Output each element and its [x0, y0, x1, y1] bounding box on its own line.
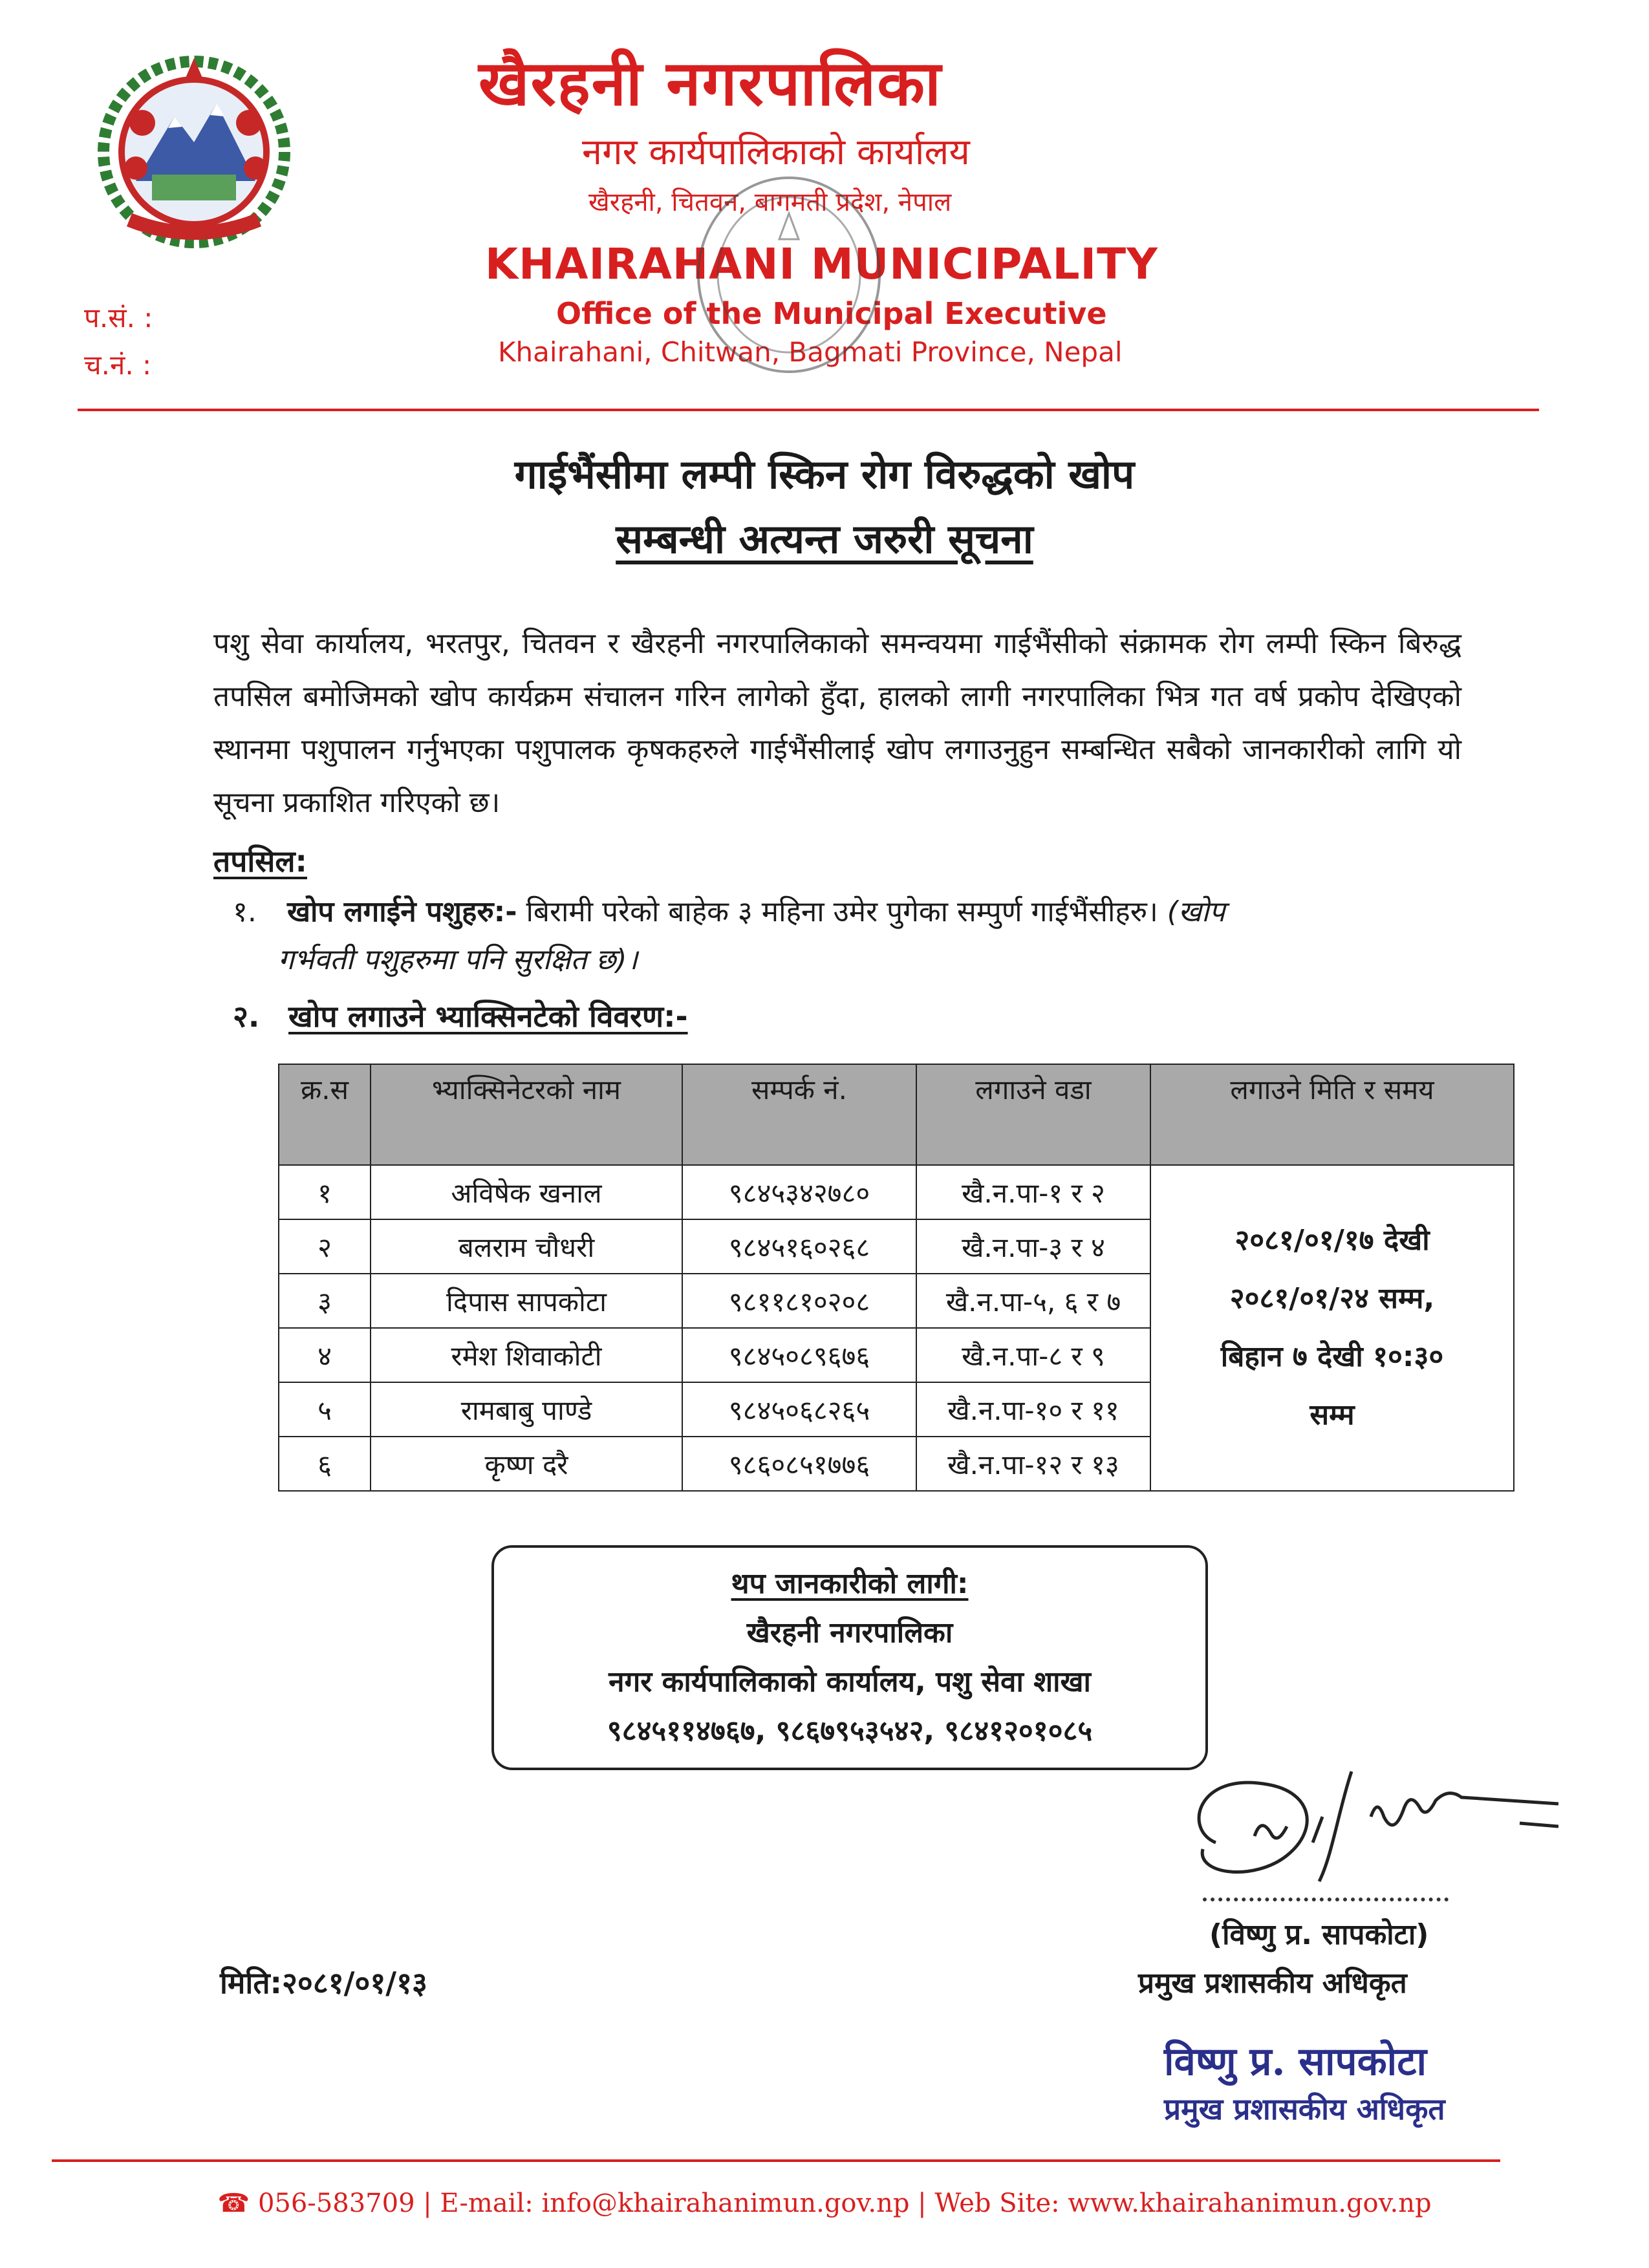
cell-serial: ३ [279, 1274, 371, 1328]
col-contact: सम्पर्क नं. [682, 1064, 916, 1165]
municipality-name-en: KHAIRAHANI MUNICIPALITY [485, 239, 1158, 289]
cell-ward: खै.न.पा-१२ र १३ [916, 1437, 1150, 1491]
cell-contact: ९८४५०८९६७६ [682, 1328, 916, 1382]
cell-serial: २ [279, 1219, 371, 1274]
info-office: नगर कार्यपालिकाको कार्यालय, पशु सेवा शाखा [609, 1665, 1091, 1698]
cell-ward: खै.न.पा-१ र २ [916, 1165, 1150, 1219]
date-line4: सम्म [1310, 1398, 1355, 1431]
item2-number: २. [233, 999, 260, 1034]
date-line2: २०८१/०१/२४ सम्म, [1229, 1282, 1435, 1315]
item1-note-end: गर्भवती पशुहरुमा पनि सुरक्षित छ)। [278, 943, 638, 976]
notice-title-line1: गाईभैंसीमा लम्पी स्किन रोग विरुद्धको खोप [514, 451, 1135, 498]
cell-name: कृष्ण दरै [371, 1437, 682, 1491]
col-date-time: लगाउने मिति र समय [1150, 1064, 1514, 1165]
cell-name: रमेश शिवाकोटी [371, 1328, 682, 1382]
table-row [279, 1165, 1514, 1219]
details-heading: तपसिल: [213, 844, 307, 879]
col-ward: लगाउने वडा [916, 1064, 1150, 1165]
office-name-en: Office of the Municipal Executive [556, 296, 1107, 331]
date-line3: बिहान ७ देखी १०:३० [1220, 1340, 1444, 1373]
list-item-animals [233, 886, 1474, 939]
notice-date: मिति:२०८१/०१/१३ [220, 1965, 427, 2000]
vaccinator-table [278, 1064, 1514, 1492]
cell-contact: ९८६०८५१७७६ [682, 1437, 916, 1491]
col-vaccinator-name: भ्याक्सिनेटरको नाम [371, 1064, 682, 1165]
info-phones: ९८४५११४७६७, ९८६७९५३५४२, ९८४१२०१०८५ [607, 1715, 1093, 1748]
cell-contact: ९८४५३४२७८० [682, 1165, 916, 1219]
info-municipality: खैरहनी नगरपालिका [746, 1616, 953, 1649]
cell-date-time [1150, 1165, 1514, 1491]
item1-number: १. [233, 895, 257, 928]
cell-ward: खै.न.पा-८ र ९ [916, 1328, 1150, 1382]
dispatch-number-label: च.नं. : [84, 349, 152, 381]
cell-serial: ६ [279, 1437, 371, 1491]
signature-line [1203, 1898, 1449, 1901]
title-stamp: प्रमुख प्रशासकीय अधिकृत [1164, 2091, 1445, 2126]
cell-serial: ५ [279, 1382, 371, 1437]
item1-label: खोप लगाईने पशुहरु:- [287, 895, 517, 928]
table-header-row [279, 1064, 1514, 1165]
nepal-emblem-icon [91, 45, 297, 252]
notice-body-paragraph: पशु सेवा कार्यालय, भरतपुर, चितवन र खैरहनी नगरपालिकाको समन्वयमा गाईभैंसीको संक्रामक रोग लम्पी स्किन बिरुद्ध तपसिल बमोजिमको खोप कार्यक्रम संचालन गरिन लागेको हुँदा, हालको लागी नगरपालिका भित्र गत वर्ष प्रकोप देखिएको स्थानमा पशुपालन गर्नुभएका पशुपालक कृषकहरुले गाईभैंसीलाई खोप लगाउनुहुन सम्बन्धित सबैको जानकारीको लागि यो सूचना प्रकाशित गरिएको छ। [213, 627, 1461, 819]
address-np: खैरहनी, चितवन, बागमती प्रदेश, नेपाल [588, 187, 952, 217]
reference-number-label: प.सं. : [84, 302, 153, 334]
contact-info-box [491, 1545, 1208, 1770]
info-heading: थप जानकारीको लागी: [731, 1567, 969, 1600]
cell-name: रामबाबु पाण्डे [371, 1382, 682, 1437]
cell-ward: खै.न.पा-१० र ११ [916, 1382, 1150, 1437]
footer-contact: ☎ 056-583709 | E-mail: info@khairahanimun.gov.np | Web Site: www.khairahanimun.gov.np [217, 2188, 1432, 2218]
cell-contact: ९८४५१६०२६८ [682, 1219, 916, 1274]
signatory-name: (विष्णु प्र. सापकोटा) [1209, 1918, 1429, 1951]
notice-title-line2-wrap [0, 511, 1649, 565]
cell-name: बलराम चौधरी [371, 1219, 682, 1274]
cell-serial: १ [279, 1165, 371, 1219]
footer-divider [52, 2159, 1500, 2162]
address-en: Khairahani, Chitwan, Bagmati Province, Nepal [498, 336, 1123, 368]
municipality-name-np: खैरहनी नगरपालिका [479, 47, 942, 120]
signatory-title: प्रमुख प्रशासकीय अधिकृत [1138, 1967, 1407, 2000]
cell-name: अविषेक खनाल [371, 1165, 682, 1219]
item1-note-start: (खोप [1167, 895, 1225, 928]
office-stamp-icon [685, 168, 892, 381]
item2-label: खोप लगाउने भ्याक्सिनटेको विवरण:- [288, 999, 688, 1034]
list-item-vaccinators [233, 996, 688, 1036]
item1-text: बिरामी परेको बाहेक ३ महिना उमेर पुगेका सम्पुर्ण गाईभैंसीहरु। [526, 895, 1158, 928]
cell-ward: खै.न.पा-३ र ४ [916, 1219, 1150, 1274]
notice-title-line2: सम्बन्धी अत्यन्त जरुरी सूचना [616, 515, 1033, 562]
date-line1: २०८१/०१/१७ देखी [1234, 1224, 1430, 1257]
name-stamp: विष्णु प्र. सापकोटा [1164, 2039, 1427, 2084]
cell-contact: ९८११८१०२०८ [682, 1274, 916, 1328]
cell-name: दिपास सापकोटा [371, 1274, 682, 1328]
handwritten-signature-icon [1158, 1733, 1610, 1901]
col-serial: क्र.स [279, 1064, 371, 1165]
cell-serial: ४ [279, 1328, 371, 1382]
office-name-np: नगर कार्यपालिकाको कार्यालय [582, 131, 970, 173]
cell-ward: खै.न.पा-५, ६ र ७ [916, 1274, 1150, 1328]
header-divider [78, 409, 1539, 411]
cell-contact: ९८४५०६८२६५ [682, 1382, 916, 1437]
